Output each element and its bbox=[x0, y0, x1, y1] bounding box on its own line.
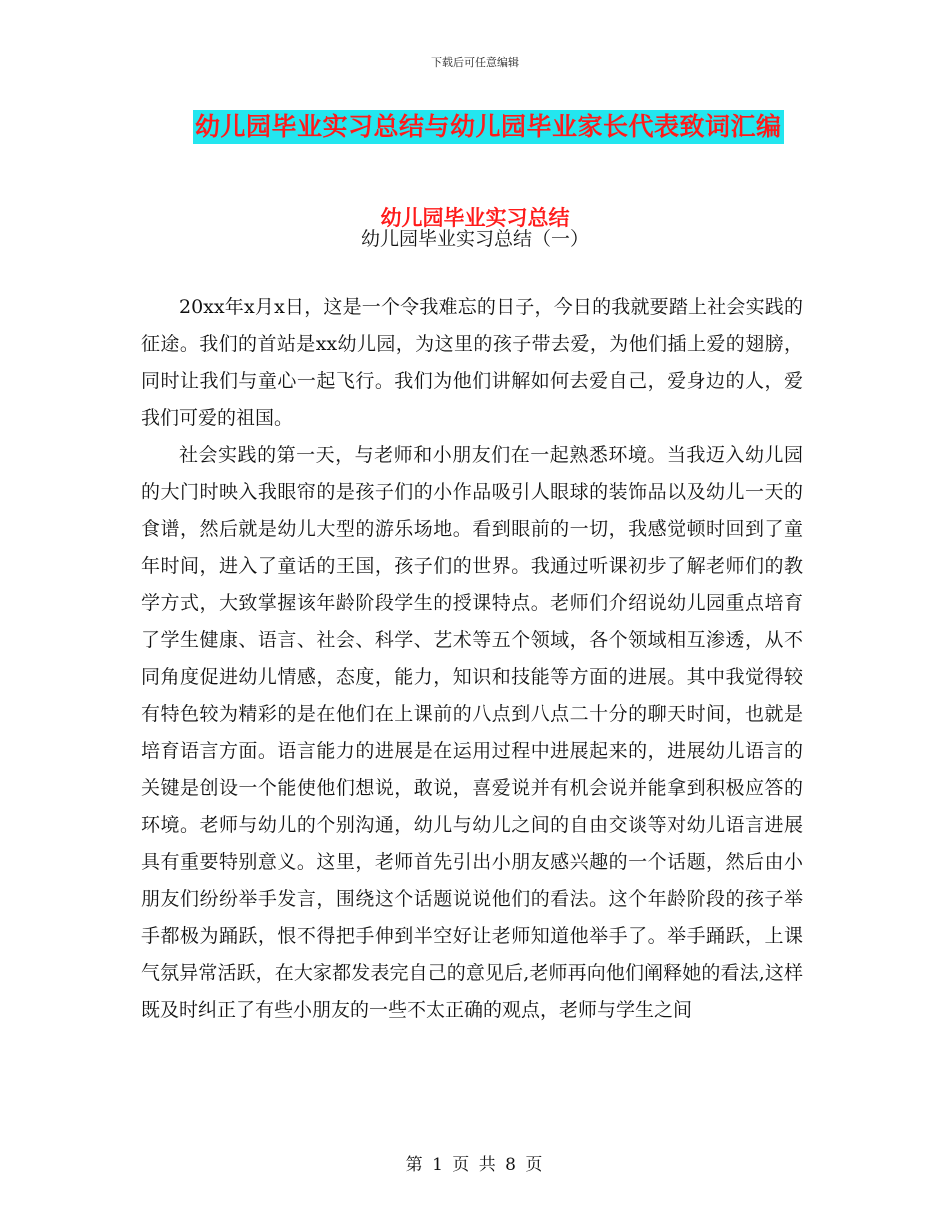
paragraph: 20xx年x月x日，这是一个令我难忘的日子，今日的我就要踏上社会实践的征途。我们的首站是xx幼儿园，为这里的孩子带去爱，为他们插上爱的翅膀，同时让我们与童心一起飞行。我们为他们讲解如何去爱自己，爱身边的人，爱我们可爱的祖国。 bbox=[141, 296, 803, 429]
body-text bbox=[141, 289, 803, 1029]
sub-title: 幼儿园毕业实习总结（一） bbox=[360, 228, 589, 250]
section-title: 幼儿园毕业实习总结 bbox=[380, 206, 570, 230]
paragraph: 社会实践的第一天，与老师和小朋友们在一起熟悉环境。当我迈入幼儿园的大门时映入我眼帘的是孩子们的小作品吸引人眼球的装饰品以及幼儿一天的食谱，然后就是幼儿大型的游乐场地。看到眼前的一切，我感觉顿时回到了童年时间，进入了童话的王国，孩子们的世界。我通过听课初步了解老师们的教学方式，大致掌握该年龄阶段学生的授课特点。老师们介绍说幼儿园重点培育了学生健康、语言、社会、科学、艺术等五个领域，各个领域相互渗透，从不同角度促进幼儿情感，态度，能力，知识和技能等方面的进展。其中我觉得较有特色较为精彩的是在他们在上课前的八点到八点二十分的聊天时间，也就是培育语言方面。语言能力的进展是在运用过程中进展起来的，进展幼儿语言的关键是创设一个能使他们想说，敢说，喜爱说并有机会说并能拿到积极应答的环境。老师与幼儿的个别沟通，幼儿与幼儿之间的自由交谈等对幼儿语言进展具有重要特别意义。这里，老师首先引出小朋友感兴趣的一个话题，然后由小朋友们纷纷举手发言，围绕这个话题说说他们的看法。这个年龄阶段的孩子举手都极为踊跃，恨不得把手伸到半空好让老师知道他举手了。举手踊跃，上课气氛异常活跃，在大家都发表完自己的意见后,老师再向他们阐释她的看法,这样既及时纠正了有些小朋友的一些不太正确的观点，老师与学生之间 bbox=[141, 444, 803, 1021]
document-title: 幼儿园毕业实习总结与幼儿园毕业家长代表致词汇编 bbox=[193, 110, 784, 144]
page-footer: 第 1 页 共 8 页 bbox=[405, 1155, 545, 1175]
header-note: 下载后可任意编辑 bbox=[431, 56, 519, 69]
